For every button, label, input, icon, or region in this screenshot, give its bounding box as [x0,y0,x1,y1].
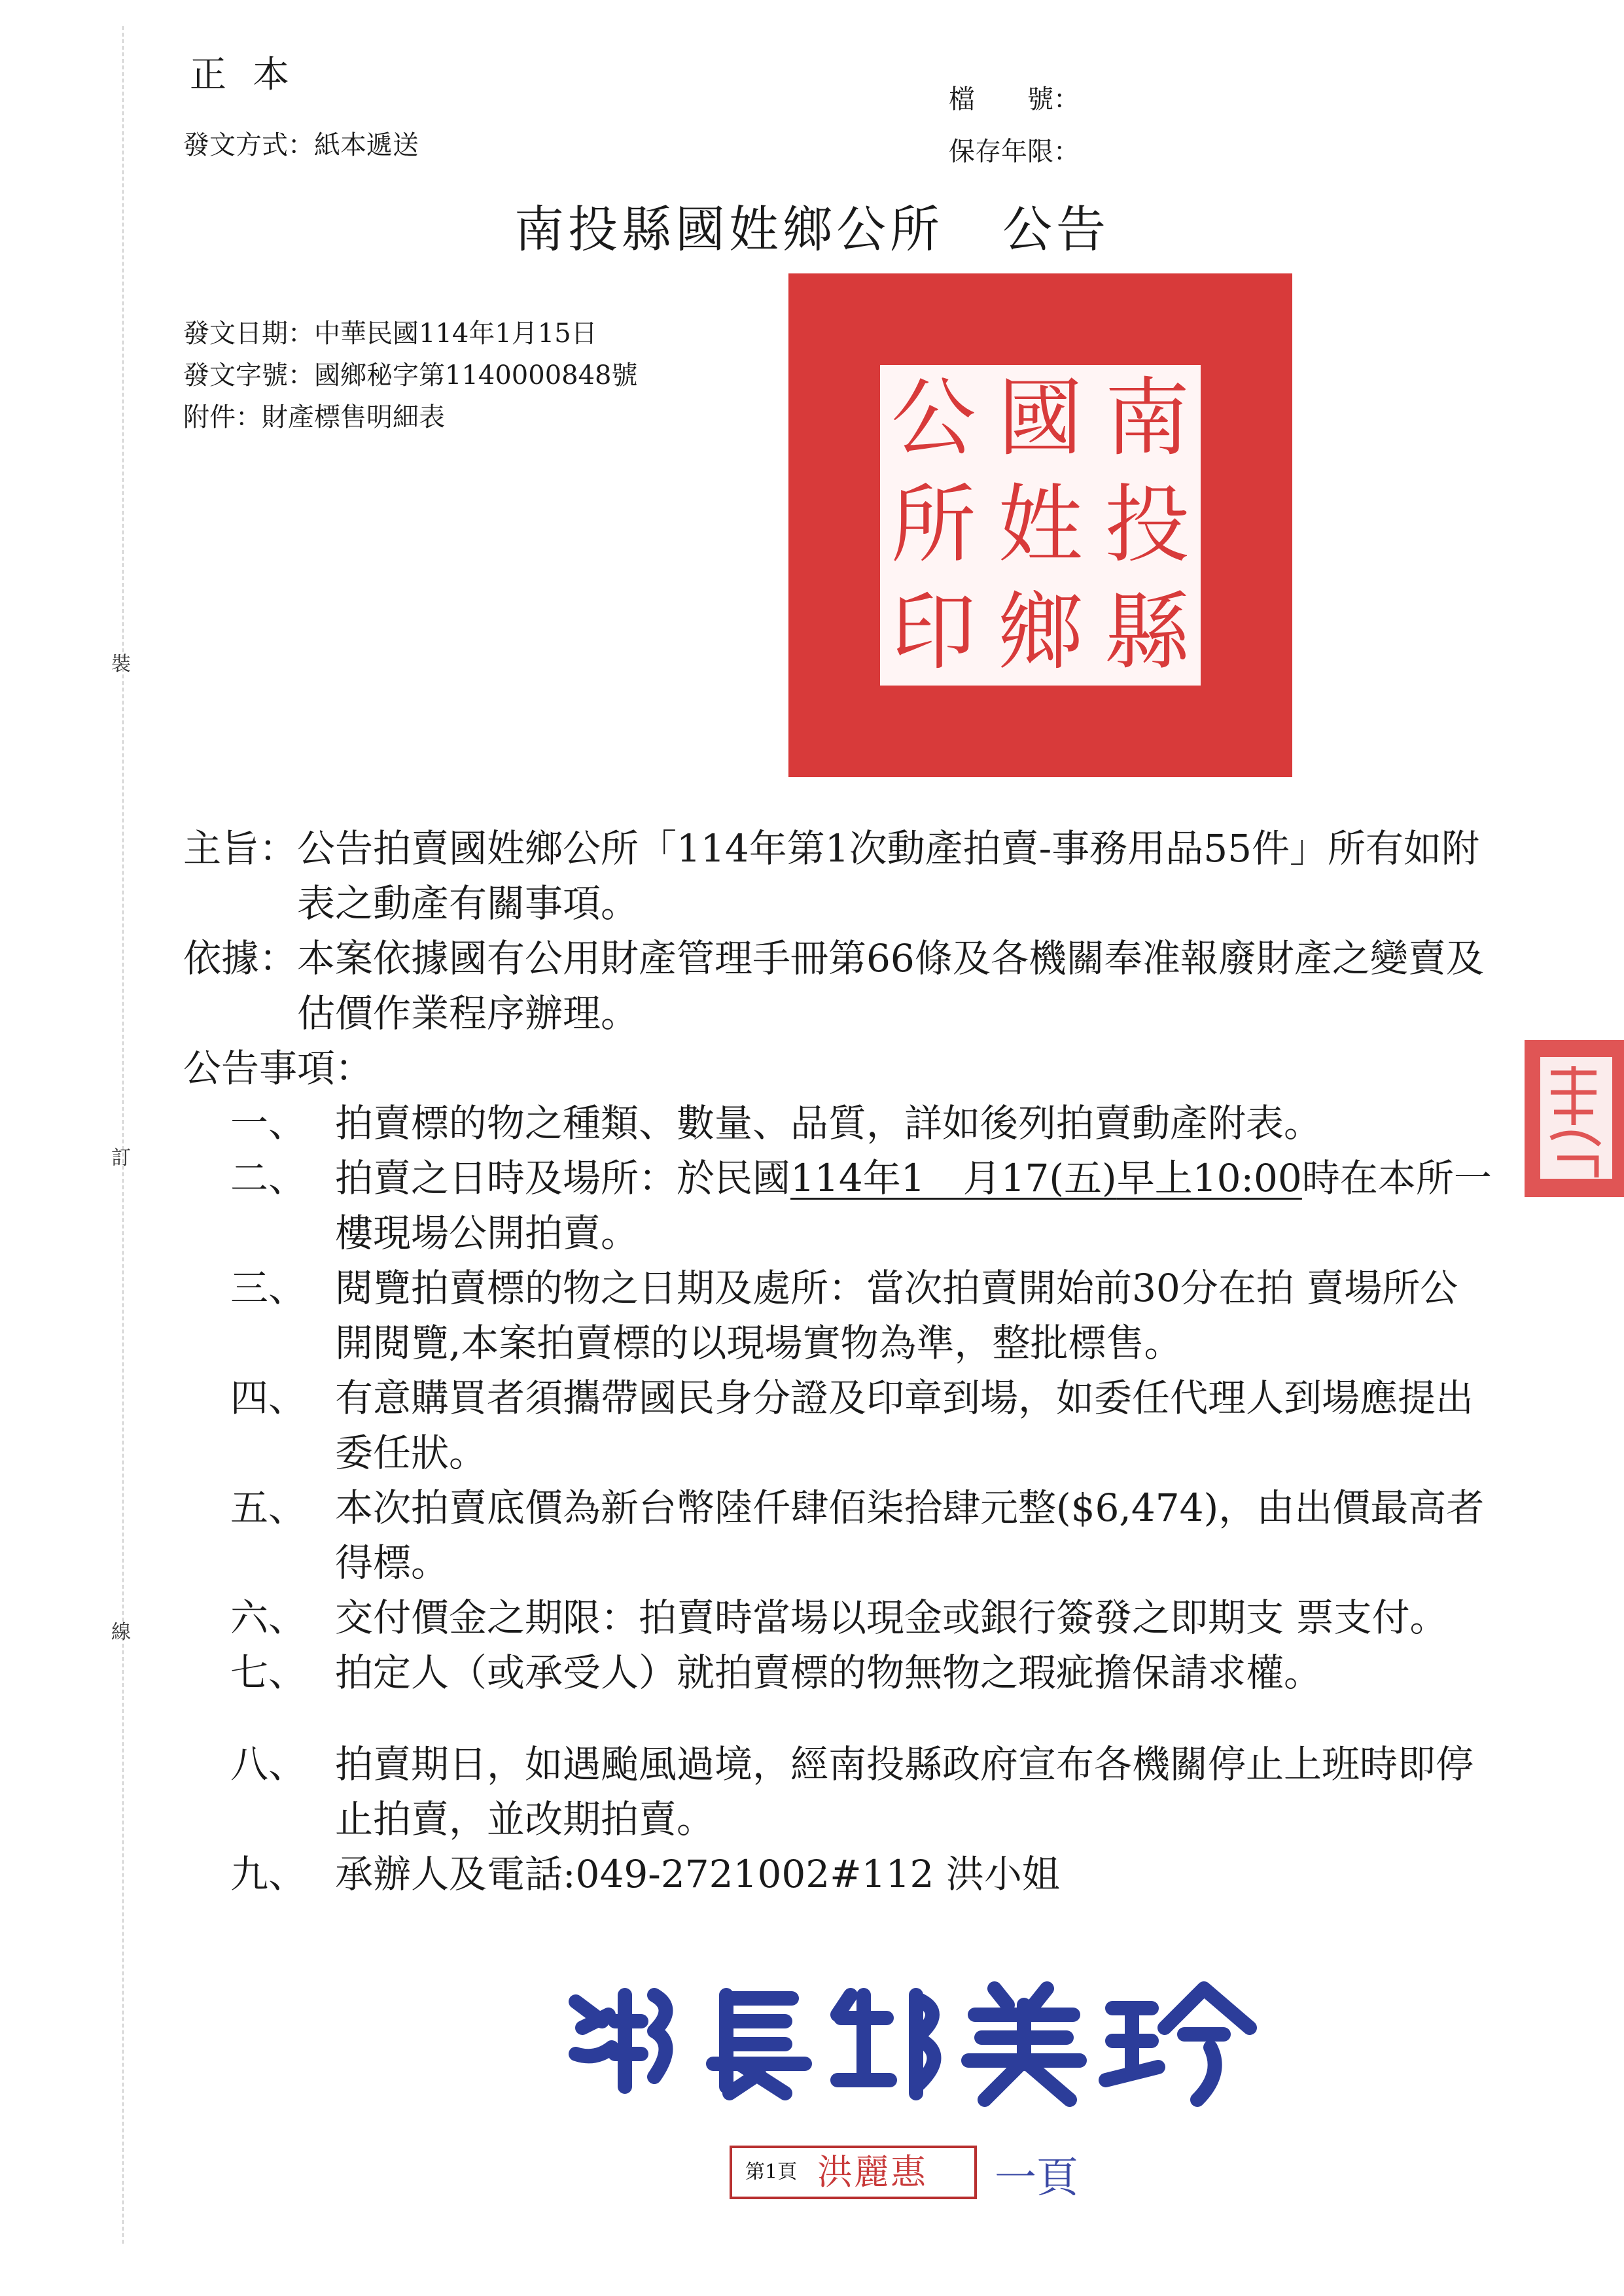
seal-char: 縣 [1104,582,1190,682]
notice-item [183,1480,1492,1590]
notice-item [183,1737,1492,1847]
item-text: 本次拍賣底價為新台幣陸仟肆佰柒拾肆元整($6,474)，由出價最高者得標。 [335,1486,1485,1585]
item-number: 七、 [230,1650,307,1695]
auction-post: 時在本所一樓現場公開拍賣。 [335,1156,1492,1255]
copy-label: 正本 [190,54,315,96]
item-number: 五、 [230,1486,307,1530]
attachment [183,396,445,434]
side-seal-strokes [1525,1040,1624,1197]
auction-time: 早上10:00 [1116,1156,1302,1200]
attachment-value: 財產標售明細表 [262,402,445,432]
item-number: 八、 [230,1742,307,1786]
subject-label: 主旨： [183,826,298,871]
side-seal [1525,1040,1624,1197]
item-text: 閱覽拍賣標的物之日期及處所：當次拍賣開始前30分在拍 賣場所公開閱覽,本案拍賣標的以現場實物為準，整批標售。 [335,1266,1458,1365]
item-text: 有意購買者須攜帶國民身分證及印章到場，如委任代理人到場應提出委任狀。 [335,1376,1474,1475]
notice-body [183,821,1492,1902]
notice-item [183,1261,1492,1370]
binding-line [122,26,124,2244]
page-number: 第1頁 [745,2161,798,2183]
issue-date [183,313,597,350]
notice-item [183,1590,1492,1645]
seal-char: 鄉 [998,582,1084,682]
binding-mark-ding: 訂 [111,1147,131,1170]
notice-item [183,1096,1492,1151]
item-text: 拍賣標的物之種類、數量、品質，詳如後列拍賣動產附表。 [335,1101,1322,1145]
office-name: 南投縣國姓鄉公所 [514,200,944,258]
auction-pre: 拍賣之日時及場所：於民國 [335,1156,791,1200]
item-number: 二、 [230,1156,307,1200]
binding-mark-xian: 線 [111,1621,131,1644]
signature-brush [563,1969,1269,2113]
official-seal [788,273,1292,777]
attachment-label: 附件： [183,402,262,432]
binding-mark-zhuang: 裝 [111,653,131,676]
notice-item [183,1847,1492,1902]
seal-char: 國 [998,368,1084,468]
retention-label: 保存年限： [949,137,1080,167]
seal-char: 印 [891,582,976,682]
item-number: 六、 [230,1595,307,1640]
item-text: 拍定人（或承受人）就拍賣標的物無物之瑕疵擔保請求權。 [335,1650,1322,1695]
subject-text: 公告拍賣國姓鄉公所「114年第1次動產拍賣-事務用品55件」所有如附表之動產有關事項。 [297,826,1480,926]
item-number: 四、 [230,1376,307,1420]
item-text [335,1151,1492,1261]
basis-text: 本案依據國有公用財產管理手冊第66條及各機關奉准報廢財產之變賣及估價作業程序辦理。 [297,936,1484,1035]
send-method: 發文方式：紙本遞送 [183,130,419,160]
item-text: 拍賣期日，如遇颱風過境，經南投縣政府宣布各機關停止上班時即停止拍賣，並改期拍賣。 [335,1742,1474,1841]
notice-item [183,1370,1492,1480]
page-footer [730,2146,977,2199]
item-text: 承辦人及電話:049-2721002#112 洪小姐 [335,1852,1060,1896]
item-number: 九、 [230,1852,307,1896]
notice-item [183,1151,1492,1261]
seal-char: 姓 [998,475,1084,575]
handwritten-mark: 一頁 [995,2154,1078,2202]
reference-number-label: 發文字號： [183,360,314,391]
issue-date-label: 發文日期： [183,319,314,349]
basis-label: 依據： [183,936,298,981]
notice-label: 公告事項： [183,1046,374,1090]
page-title [0,190,1624,261]
seal-char: 南 [1104,368,1190,468]
notice-item [183,1645,1492,1700]
signature [563,1969,1269,2115]
subject [183,821,1492,931]
clerk-stamp: 洪麗惠 [817,2151,927,2193]
auction-date: 114年1 月17(五) [790,1156,1117,1200]
seal-char: 所 [891,475,976,575]
item-text: 交付價金之期限：拍賣時當場以現金或銀行簽發之即期支 票支付。 [335,1595,1448,1640]
reference-number-value: 國鄉秘字第1140000848號 [314,360,638,391]
doc-type: 公告 [1002,200,1110,258]
reference-number [183,355,638,392]
seal-char: 投 [1104,475,1190,575]
basis [183,931,1492,1041]
seal-char: 公 [891,368,976,468]
issue-date-value: 中華民國114年1月15日 [314,319,597,349]
file-number-label: 檔 號： [949,84,1080,114]
item-number: 一、 [230,1101,307,1145]
item-number: 三、 [230,1266,307,1310]
